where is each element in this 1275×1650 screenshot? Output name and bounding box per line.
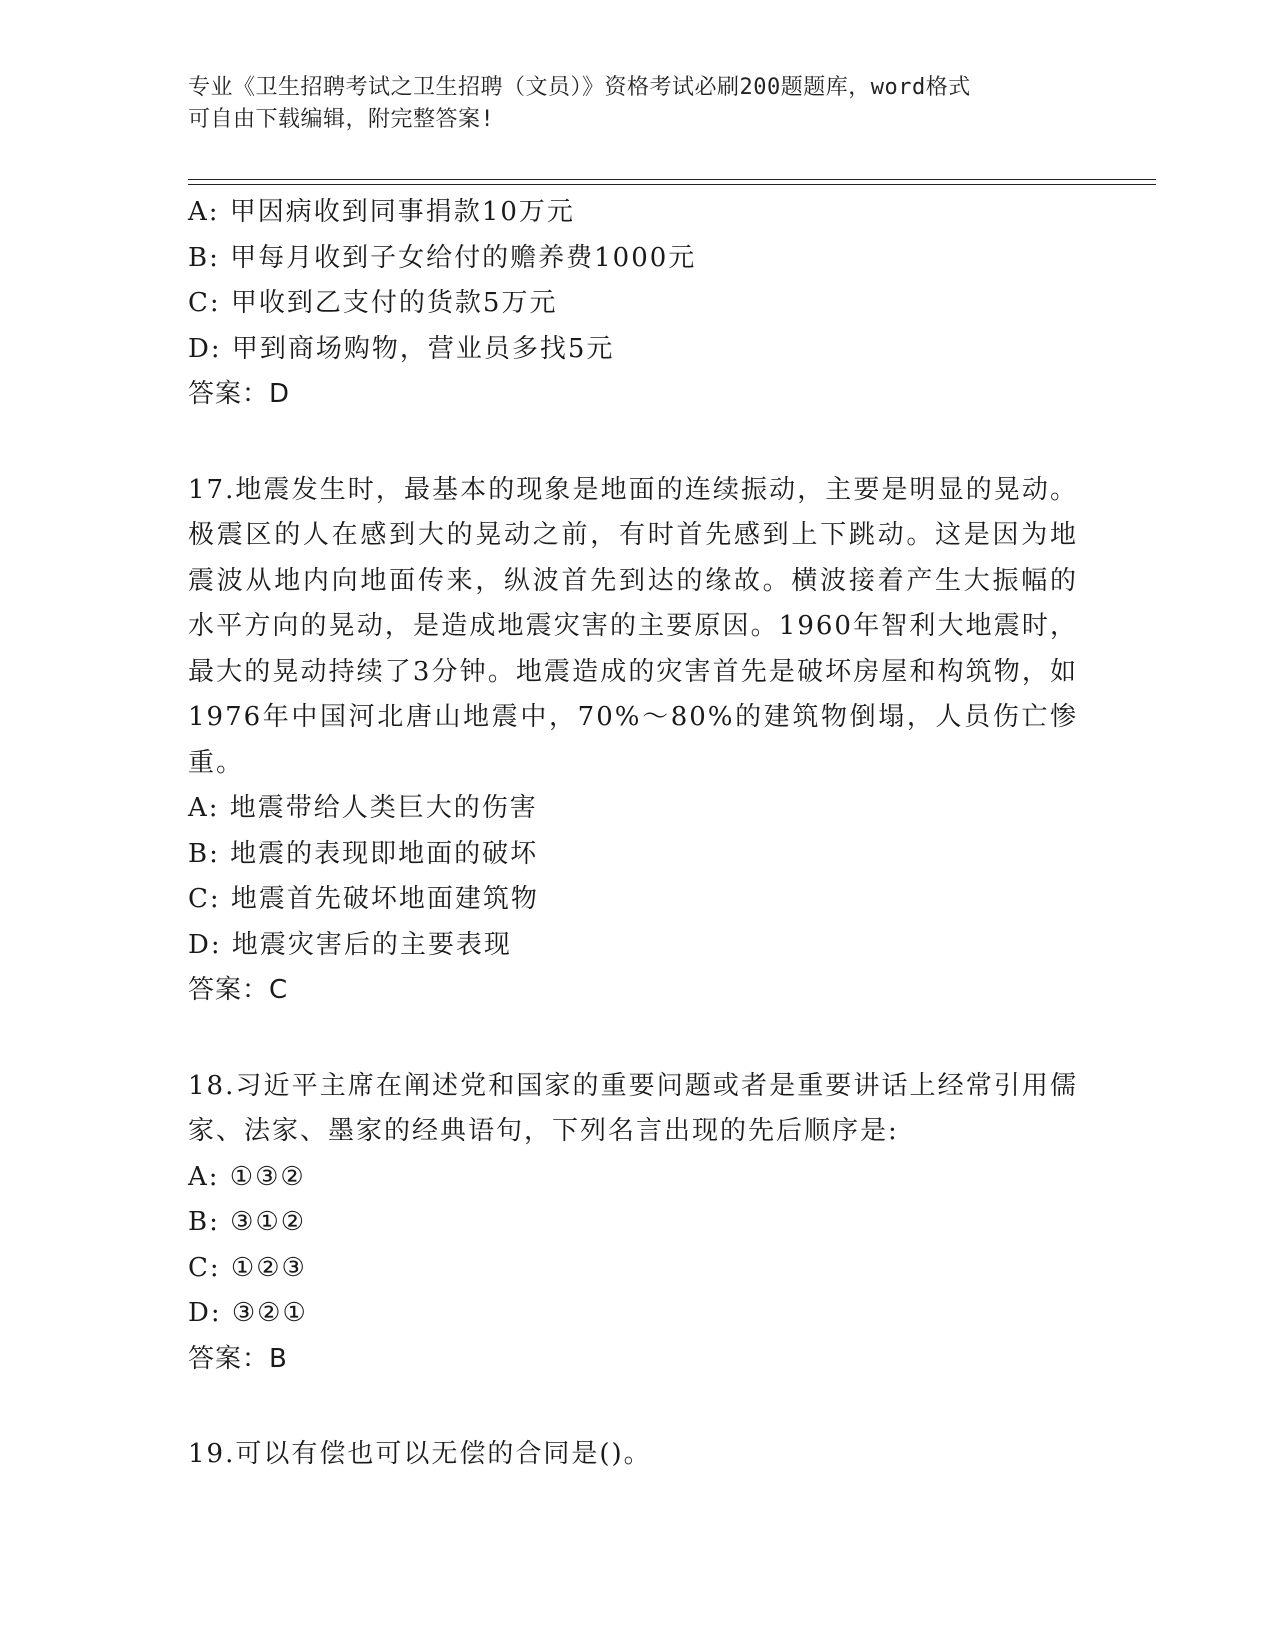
- q16-answer: 答案：D: [188, 379, 291, 409]
- header-rule-bottom: [188, 184, 1156, 185]
- q19-stem: 19.可以有偿也可以无偿的合同是()。: [188, 1439, 652, 1469]
- document-header: [188, 72, 1078, 136]
- q18-option-d: D: ③②①: [188, 1298, 308, 1328]
- q16-option-a: A: 甲因病收到同事捐款10万元: [188, 197, 575, 227]
- spacer: [188, 1014, 1088, 1064]
- q17-answer: 答案：C: [188, 975, 289, 1005]
- spacer: [188, 1382, 1088, 1432]
- header-rule-top: [188, 179, 1156, 180]
- question-16: [188, 190, 1088, 418]
- q18-answer: 答案：B: [188, 1343, 288, 1374]
- q16-option-c: C: 甲收到乙支付的货款5万元: [188, 288, 558, 318]
- spacer: [188, 418, 1088, 468]
- question-17: [188, 468, 1088, 1014]
- question-18: [188, 1064, 1088, 1383]
- q16-option-b: B: 甲每月收到子女给付的赡养费1000元: [188, 242, 697, 273]
- q17-option-c: C: 地震首先破坏地面建筑物: [188, 884, 539, 914]
- q17-stem: 17.地震发生时，最基本的现象是地面的连续振动，主要是明显的晃动。极震区的人在感到大的晃动之前，有时首先感到上下跳动。这是因为地震波从地内向地面传来，纵波首先到达的缘故。横波接着产生大振幅的水平方向的晃动，是造成地震灾害的主要原因。1960年智利大地震时，最大的晃动持续了3分钟。地震造成的灾害首先是破坏房屋和构筑物，如1976年中国河北唐山地震中，70%～80%的建筑物倒塌，人员伤亡惨重。: [188, 474, 1078, 778]
- header-line-2: 可自由下载编辑，附完整答案!: [188, 107, 495, 132]
- q18-option-c: C: ①②③: [188, 1252, 307, 1283]
- q18-stem: 18.习近平主席在阐述党和国家的重要问题或者是重要讲话上经常引用儒家、法家、墨家的经典语句，下列名言出现的先后顺序是:: [188, 1070, 1078, 1146]
- q18-option-a: A: ①③②: [188, 1161, 306, 1192]
- header-line-1: 专业《卫生招聘考试之卫生招聘（文员）》资格考试必刷200题题库，word格式: [188, 75, 971, 100]
- q17-option-b: B: 地震的表现即地面的破坏: [188, 838, 539, 869]
- document-body: [188, 190, 1088, 1478]
- q18-option-b: B: ③①②: [188, 1207, 307, 1237]
- question-19: [188, 1432, 1088, 1478]
- q17-option-d: D: 地震灾害后的主要表现: [188, 929, 512, 960]
- q17-option-a: A: 地震带给人类巨大的伤害: [188, 793, 538, 823]
- q16-option-d: D: 甲到商场购物，营业员多找5元: [188, 333, 615, 364]
